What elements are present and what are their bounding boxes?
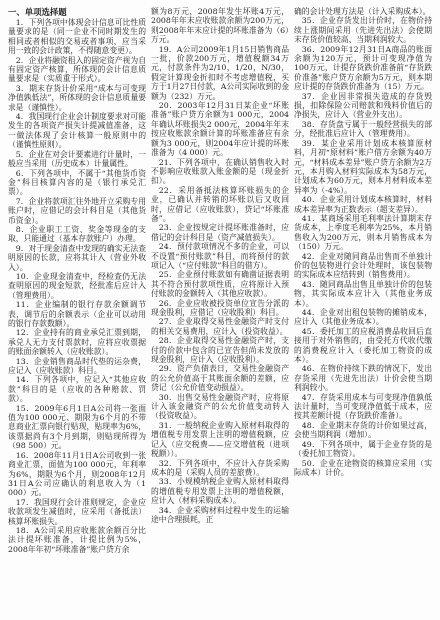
question-item: 25．企业预付账款如有确凿证据表明其不符合预付款项性质，应将原计入预付账款的金额转入（其他应收款）。 [151,270,289,299]
question-item: 15．2009年6月1日A公司将一张面值为100 000元、期限为6个月的不带息商业汇票向银行贴现，贴现率为6%，该票据尚有3个月到期，则贴现所得为（98 500）元。 [8,403,146,451]
question-item: 40．企业采用计划成本核算时，材料成本差异率为正数表示（超支差异）。 [294,195,432,214]
question-item: 47．存货采用成本与可变现净值孰低法计量时，当可变现净值低于成本，应按其差额计提（存货跌价准备）。 [294,392,432,421]
question-item: 34．企业采购材料过程中发生的运输途中合理损耗，正 [151,505,289,524]
question-item: 37．企业因非常损失造成的存货毁损，扣除保险公司赔款和残料价值后的净损失，应计入（营业外支出）。 [294,91,432,120]
question-item: 1．下列各项中体现会计信息可比性质量要求的是（同一企业不同时期发生的相同或者相似的交易或者事项，应当采用一致的会计政策，不得随意变更）。 [8,18,146,56]
question-item: 28．企业取得交易性金融资产时，支付的价款中包含的已宣告但尚未发放的现金股利，应计入（应收股利）。 [151,336,289,365]
question-item: 38．存货盘亏属于一般经营损失的部分，经批准后应计入（管理费用）。 [294,119,432,139]
question-item: 7．企业将款项汇往外地开立采购专用账户时，应借记的会计科目是（其他货币资金）。 [8,196,146,225]
question-item: 49．下列各项中，属于企业存货的是（委托加工物资）。 [294,439,432,459]
question-item: 44．企业对出租包装物的摊销成本，应计入（其他业务成本）。 [294,308,432,327]
question-item: 43．随同商品出售且单独计价的包装物，其实际成本应计入（其他业务成本）。 [294,279,432,308]
question-item: 19．A公司2009年1月15日销售商品一批，价款200万元，增值税额34万元，付款条件为2/10，1/20，N/30，假定计算现金折扣时不考虑增值税，买方于1月27日付款，A公司实际收到的金额为（232）万元。 [151,44,289,101]
question-item: 17．我国现行会计准则规定，企业应收款项发生减值时，应采用（备抵法）核算坏账损失。 [8,497,146,526]
question-item: 50．企业在途物资的核算应采用（实际成本）计价。 [294,458,432,477]
question-item: 14．下列各项中，应记入“其他应收款”科目的是（应收的各种赔款、罚款）。 [8,375,146,404]
question-item: 18．A公司采用应收账款余额百分比法计提坏账准备，计提比例为5%，2008年年初“坏账准备”账户贷方余 [8,525,146,554]
question-item: 13．企业销售商品时代垫的运杂费，应记入（应收账款）科目。 [8,356,146,376]
question-item: 11．企业编制的银行存款余额调节表，调节后的余额表示（企业可以动用的银行存款数额）。 [8,300,146,328]
question-item: 45．委托加工的应税消费品收回后直接用于对外销售的，由受托方代收代缴的消费税应计入（委托加工物资的成本）。 [294,326,432,365]
question-item: 36．2009年12月31日A商品的账面余额为120万元，预计可变现净值为100万元，计提存货跌价准备前“存货跌价准备”账户贷方余额为5万元，则本期应计提的存货跌价准备为（15）万元。 [294,44,432,92]
question-item: 22．采用备抵法核算坏账损失的企业，已确认并转销的坏账以后又收回时，应借记（应收账款），贷记“坏账准备”。 [151,185,289,223]
middle-column [151,7,289,613]
question-item: 31．一般纳税企业购入原材料取得的增值税专用发票上注明的增值税额，应记入（应交税费——应交增值税（进项税额））。 [151,420,289,459]
question-item: 2．企业将融资租入的固定资产视为自有固定资产核算，所体现的会计信息质量要求是（实质重于形式）。 [8,55,146,84]
question-item: 额为8万元，2008年发生坏账4万元，2008年年末应收账款余额为200万元，则2008年年末应计提的坏账准备为（6）万元。 [151,7,289,45]
question-item: 24．预付款项情况不多的企业，可以不设置“预付账款”科目，而将预付的款项记入（“应付账款”科目的借方）。 [151,242,289,270]
question-item: 42．企业对随同商品出售而不单独计价的包装物进行会计处理时，该包装物的实际成本应结转到（销售费用）。 [294,251,432,280]
question-item: 35．企业存货发出计价时，在物价持续上涨期间采用（先进先出法）会使期末存货价值较高、当期利润较大。 [294,16,432,45]
question-item: 48．企业期末存货的计价如果过高，会使当期利润（增加）。 [294,420,432,440]
question-item: 3．期末存货计价采用“成本与可变现净值孰低法”，所体现的会计信息质量要求是（谨慎性）。 [8,83,146,112]
question-item: 16．2008年11月1日A公司收到一张商业汇票，面值为100 000元，年利率为6%，期限为6个月，则2008年12月31日A公司应确认的利息收入为（1 000）元。 [8,450,146,498]
question-item: 9．对于现金清查中发现的确实无法查明原因的长款，应将其计入（营业外收入）。 [8,243,146,272]
question-item: 23．企业按规定计提坏账准备时，应借记的会计科目是（资产减值损失）。 [151,223,289,242]
question-item: 21．下列各项中，在确认销售收入时不影响应收账款入账金额的是（现金折扣）。 [151,157,289,186]
right-column [294,7,432,613]
question-item: 确的会计处理方法是（计入采购成本）。 [294,7,431,16]
question-item: 27．企业取得交易性金融资产时支付的相关交易费用，应计入（投资收益）。 [151,317,289,336]
question-item: 8．企业职工工资、奖金等现金的支取，只能通过（基本存款账户）办理。 [8,224,146,244]
question-item: 26．企业应收被投资单位宣告分派的现金股利，应借记（应收股利）科目。 [151,298,289,317]
question-item: 33．小规模纳税企业购入原材料取得的增值税专用发票上注明的增值税额，应计入（材料采购成本）。 [151,477,289,506]
left-column [8,7,146,613]
question-item: 10．企业现金清查中，经检查仍无法查明原因的现金短款，经批准后应计入（管理费用）。 [8,271,146,300]
question-item: 41．某商场采用毛利率法计算期末存货成本，上季度毛利率为25%，本月销售收入为200万元，则本月销售成本为（150）万元。 [294,213,432,252]
question-item: 39．某企业采用计划成本核算原材料，月初“原材料”账户借方余额为40万元，“材料成本差异”账户贷方余额为2万元，本月购入材料实际成本为58万元，计划成本为60万元，则本月材料成本差异率为（-4%）。 [294,138,432,195]
question-item: 20．2003年12月31日某企业“坏账准备”账户贷方余额为1 000元，2004年确认坏账损失2 000元，2004年年末按应收账款余额计算的坏账准备应有余额为3 000元，则2004年应计提的坏账准备为（4 000）元。 [151,101,289,158]
question-item: 6．下列各项中，不属于“其他货币资金”科目核算内容的是（银行承兑汇票）。 [8,168,146,197]
question-item: 5．企业在对会计要素进行计量时，一般应当采用（历史成本）计量属性。 [8,149,146,169]
question-item: 12．企业持有的商业承兑汇票到期，承兑人无力支付票款时，应将应收票据的账面余额转入（应收账款）。 [8,328,146,357]
question-item: 46．在物价持续下跌的情况下，发出存货采用（先进先出法）计价会使当期利润较小。 [294,364,432,393]
question-item: 4．我国现行企业会计制度要求对可能发生的各项资产损失计提减值准备，这一做法体现了会计核算一般原则中的（谨慎性原则）。 [8,112,146,150]
question-item: 29．资产负债表日，交易性金融资产的公允价值高于其账面余额的差额，应贷记（公允价值变动损益）。 [151,364,289,393]
question-item: 32．下列各项中，不应计入存货采购成本的是（采购人员的差旅费）。 [151,458,289,477]
question-item: 30．出售交易性金融资产时，应将原计入该金融资产的公允价值变动转入（投资收益）。 [151,392,289,421]
section-title: 一、单项选择题 [8,7,67,17]
